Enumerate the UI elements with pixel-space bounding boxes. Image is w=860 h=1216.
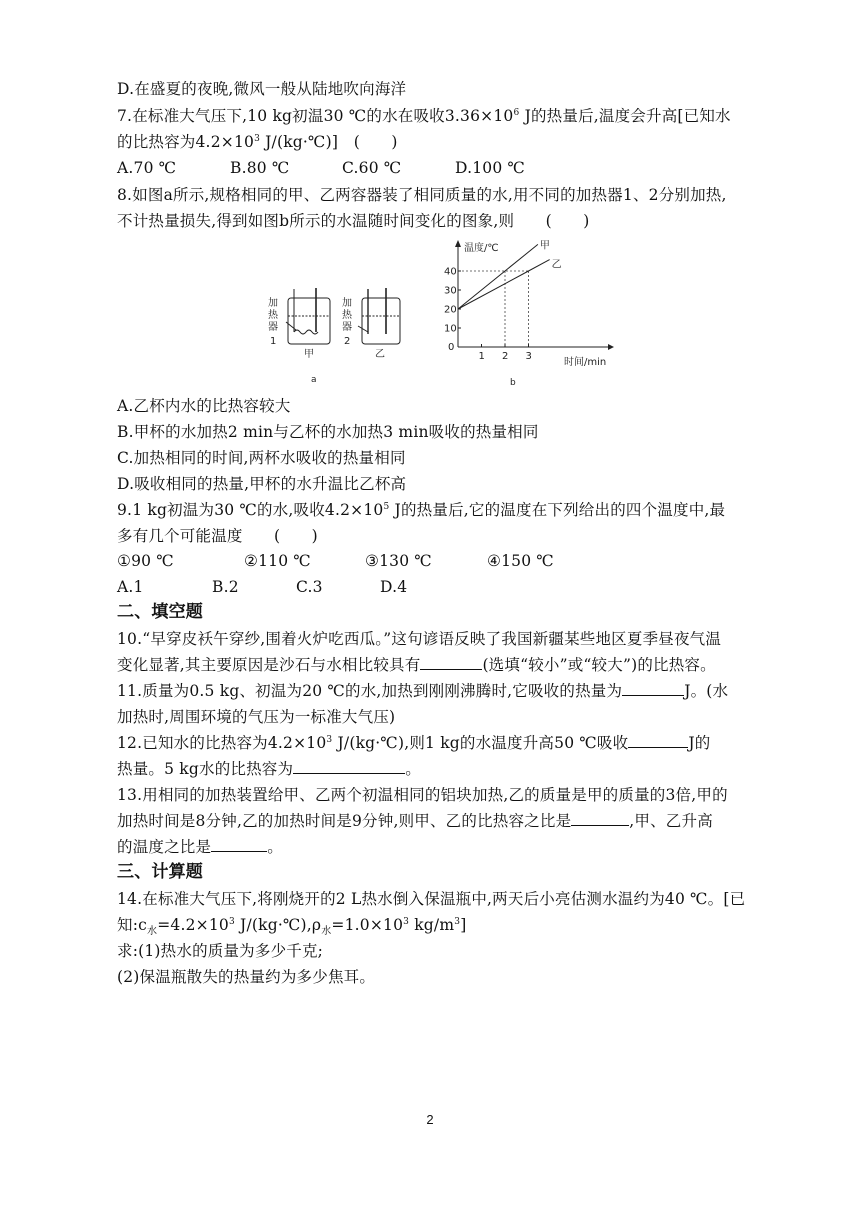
heater-2-label-char: 加 bbox=[342, 298, 352, 309]
text: 知:c bbox=[117, 916, 148, 934]
q13-line-3 bbox=[117, 837, 283, 857]
x-axis-label: 时间/min bbox=[564, 357, 607, 368]
q13-line-2 bbox=[117, 811, 713, 831]
text: J/(kg·℃)] ( ) bbox=[260, 133, 398, 151]
text: 12.已知水的比热容为4.2×10 bbox=[117, 734, 327, 752]
heater-2-label-char: 2 bbox=[344, 336, 351, 347]
text: 二、填空题 bbox=[117, 602, 203, 622]
text: 加热时间是8分钟,乙的加热时间是9分钟,则甲、乙的比热容之比是 bbox=[117, 812, 572, 830]
subscript: 水 bbox=[321, 926, 332, 938]
q9-options bbox=[117, 577, 407, 597]
section-heading-calculation bbox=[117, 862, 203, 882]
q14-line-1 bbox=[117, 889, 745, 909]
heater-2-label-char: 热 bbox=[342, 310, 352, 321]
text: (选填“较小”或“较大”)的比热容。 bbox=[482, 656, 716, 674]
text: =1.0×10 bbox=[331, 916, 404, 934]
text: 不计热量损失,得到如图b所示的水温随时间变化的图象,则 ( ) bbox=[117, 212, 590, 230]
heater-2-pointer bbox=[358, 326, 368, 332]
heater-1-label-char: 加 bbox=[268, 298, 278, 309]
q9-option-c: C.3 bbox=[296, 578, 323, 596]
text: J的 bbox=[688, 734, 711, 752]
section-heading-fill-in bbox=[117, 602, 203, 622]
q6-option-d bbox=[117, 79, 406, 99]
exponent: 3 bbox=[326, 735, 333, 745]
q8-line-2 bbox=[117, 211, 589, 231]
heater-1-coil bbox=[294, 330, 318, 334]
text: D.吸收相同的热量,甲杯的水升温比乙杯高 bbox=[117, 475, 407, 493]
text: 7.在标准大气压下,10 kg初温30 ℃的水在吸收3.36×10 bbox=[117, 107, 514, 125]
q7-option-a: A.70 ℃ bbox=[117, 159, 177, 177]
q11-line-2 bbox=[117, 707, 395, 727]
text: ] bbox=[460, 916, 467, 934]
figure-a-beakers bbox=[258, 286, 408, 386]
temp-choice: ②110 ℃ bbox=[244, 552, 311, 570]
q9-line-1 bbox=[117, 500, 725, 520]
text: 。 bbox=[267, 838, 283, 856]
q9-option-a: A.1 bbox=[117, 578, 144, 596]
y-axis-arrow bbox=[455, 240, 461, 247]
exponent: 3 bbox=[228, 917, 235, 927]
text: B.甲杯的水加热2 min与乙杯的水加热3 min吸收的热量相同 bbox=[117, 423, 539, 441]
answer-blank[interactable] bbox=[293, 759, 405, 774]
q9-temperatures bbox=[117, 551, 554, 571]
text: C.加热相同的时间,两杯水吸收的热量相同 bbox=[117, 449, 406, 467]
text: 。 bbox=[405, 760, 421, 778]
x-axis-arrow bbox=[608, 344, 614, 350]
exponent: 5 bbox=[383, 502, 390, 512]
q8-option-b bbox=[117, 422, 539, 442]
text: 加热时,周围环境的气压为一标准大气压) bbox=[117, 708, 396, 726]
q7-option-d: D.100 ℃ bbox=[455, 159, 526, 177]
text: A.乙杯内水的比热容较大 bbox=[117, 397, 291, 415]
exponent: 3 bbox=[403, 917, 410, 927]
q8-option-d bbox=[117, 474, 406, 494]
q9-option-b: B.2 bbox=[212, 578, 239, 596]
text: kg/m bbox=[409, 916, 455, 934]
exponent: 6 bbox=[513, 108, 520, 118]
heater-1-label-char: 器 bbox=[268, 322, 278, 333]
text: 变化显著,其主要原因是沙石与水相比较具有 bbox=[117, 656, 421, 674]
answer-blank[interactable] bbox=[211, 837, 267, 852]
page-number: 2 bbox=[426, 1112, 434, 1127]
text: 的温度之比是 bbox=[117, 838, 212, 856]
answer-blank[interactable] bbox=[571, 811, 629, 826]
q8-option-a bbox=[117, 396, 291, 416]
q11-line-1 bbox=[117, 681, 728, 701]
answer-blank[interactable] bbox=[628, 733, 688, 748]
heater-2-label-char: 器 bbox=[342, 322, 352, 333]
q7-option-c: C.60 ℃ bbox=[342, 159, 402, 177]
cup-2-label: 乙 bbox=[375, 349, 385, 360]
text: 三、计算题 bbox=[117, 862, 203, 882]
series-label: 乙 bbox=[551, 259, 562, 271]
text: 8.如图a所示,规格相同的甲、乙两容器装了相同质量的水,用不同的加热器1、2分别加热, bbox=[117, 186, 727, 204]
series-line-2 bbox=[458, 260, 550, 309]
q10-line-1 bbox=[117, 629, 721, 649]
text: =4.2×10 bbox=[157, 916, 229, 934]
heater-1-label-char: 热 bbox=[268, 310, 278, 321]
text: 的比热容为4.2×10 bbox=[117, 133, 255, 151]
q12-line-1 bbox=[117, 733, 710, 753]
exponent: 3 bbox=[454, 917, 461, 927]
q7-option-b: B.80 ℃ bbox=[230, 159, 290, 177]
text: 10.“早穿皮袄午穿纱,围着火炉吃西瓜。”这句谚语反映了我国新疆某些地区夏季昼夜气温 bbox=[117, 630, 722, 648]
text: J/(kg·℃),则1 kg的水温度升高50 ℃吸收 bbox=[332, 734, 629, 752]
temp-choice: ④150 ℃ bbox=[487, 552, 554, 570]
series-line-1 bbox=[458, 244, 538, 309]
q7-line-2 bbox=[117, 132, 398, 152]
q14-line-2 bbox=[117, 915, 467, 938]
cup-1-label: 甲 bbox=[304, 349, 314, 360]
x-tick-label: 1 bbox=[478, 351, 485, 362]
temp-choice: ③130 ℃ bbox=[365, 552, 432, 570]
text: 11.质量为0.5 kg、初温为20 ℃的水,加热到刚刚沸腾时,它吸收的热量为 bbox=[117, 682, 623, 700]
text: 14.在标准大气压下,将刚烧开的2 L热水倒入保温瓶中,两天后小亮估测水温约为40 ℃。[已 bbox=[117, 890, 746, 908]
origin-label: 0 bbox=[448, 342, 455, 353]
q8-line-1 bbox=[117, 185, 727, 205]
text: J的热量后,温度会升高[已知水 bbox=[519, 107, 731, 125]
figure-b-chart bbox=[436, 237, 626, 387]
x-tick-label: 3 bbox=[525, 351, 532, 362]
text: J的热量后,它的温度在下列给出的四个温度中,最 bbox=[389, 501, 726, 519]
text: D.在盛夏的夜晚,微风一般从陆地吹向海洋 bbox=[117, 80, 407, 98]
q9-line-2 bbox=[117, 526, 318, 546]
q7-line-1 bbox=[117, 106, 731, 126]
figure-a-caption: a bbox=[311, 375, 317, 385]
text: ,甲、乙升高 bbox=[629, 812, 713, 830]
y-tick-label: 30 bbox=[444, 285, 457, 297]
y-tick-label: 20 bbox=[444, 304, 457, 316]
subscript: 水 bbox=[147, 926, 158, 938]
text: 热量。5 kg水的比热容为 bbox=[117, 760, 294, 778]
series-label: 甲 bbox=[539, 240, 550, 252]
q14-line-3 bbox=[117, 941, 323, 961]
text: 13.用相同的加热装置给甲、乙两个初温相同的铝块加热,乙的质量是甲的质量的3倍,甲的 bbox=[117, 786, 728, 804]
answer-blank[interactable] bbox=[622, 681, 684, 696]
figure-b-caption: b bbox=[510, 378, 516, 387]
text: J/(kg·℃),ρ bbox=[234, 916, 322, 934]
x-tick-label: 2 bbox=[502, 351, 509, 362]
text: (2)保温瓶散失的热量约为多少焦耳。 bbox=[117, 968, 376, 986]
text: 9.1 kg初温为30 ℃的水,吸收4.2×10 bbox=[117, 501, 384, 519]
y-axis-label: 温度/℃ bbox=[464, 243, 499, 254]
q12-line-2 bbox=[117, 759, 421, 779]
q10-line-2 bbox=[117, 655, 716, 675]
y-tick-label: 40 bbox=[444, 266, 457, 278]
temp-choice: ①90 ℃ bbox=[117, 552, 174, 570]
q14-line-4 bbox=[117, 967, 375, 987]
heater-1-label-char: 1 bbox=[270, 336, 277, 347]
y-tick-label: 10 bbox=[444, 323, 457, 335]
text: 多有几个可能温度 ( ) bbox=[117, 527, 318, 545]
q8-option-c bbox=[117, 448, 406, 468]
q9-option-d: D.4 bbox=[380, 578, 408, 596]
text: J。(水 bbox=[684, 682, 729, 700]
text: 求:(1)热水的质量为多少千克; bbox=[117, 942, 324, 960]
answer-blank[interactable] bbox=[420, 655, 482, 670]
exponent: 3 bbox=[254, 134, 260, 144]
q13-line-1 bbox=[117, 785, 728, 805]
q7-options bbox=[117, 158, 525, 178]
